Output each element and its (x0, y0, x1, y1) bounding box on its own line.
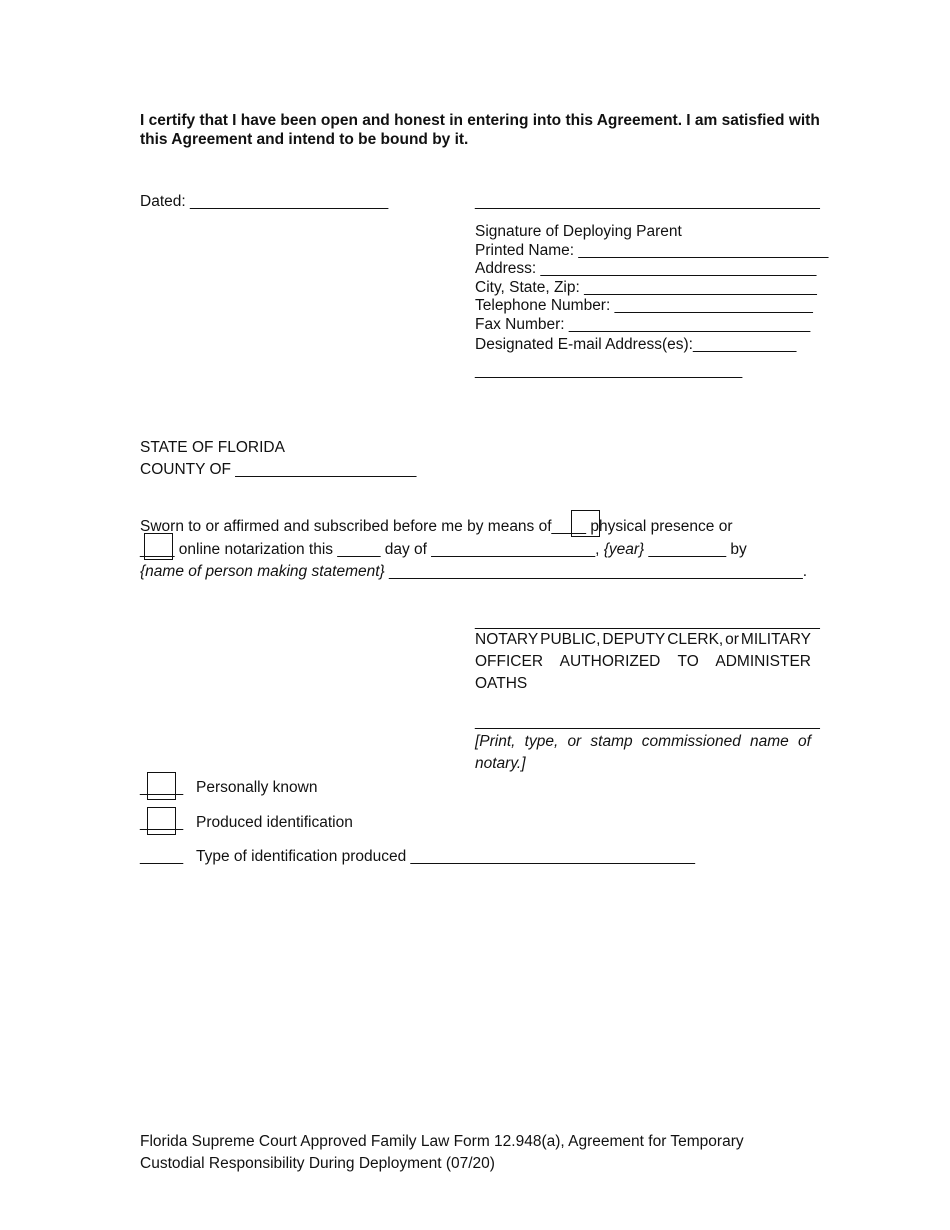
deploying-parent-signature-line[interactable]: ________________________________________ (475, 193, 820, 210)
physical-presence-blank: ____ (551, 518, 587, 535)
notary-note-word: name (750, 733, 789, 750)
produced-identification-blank: _____ (140, 814, 184, 831)
telephone-field[interactable]: Telephone Number: _______________________ (475, 297, 813, 314)
notary-name-note (475, 731, 811, 775)
person-name-blank[interactable]: ________________________________________________. (384, 563, 808, 580)
notary-note-word: type, (524, 733, 559, 750)
personally-known-label: Personally known (196, 779, 318, 796)
notary-note-word: stamp (590, 733, 633, 750)
online-notarization-checkbox[interactable] (144, 533, 173, 560)
notary-title-word: or (725, 631, 739, 648)
identification-type-blank[interactable]: _____ (140, 848, 184, 865)
signature-title: Signature of Deploying Parent (475, 223, 682, 240)
state-heading: STATE OF FLORIDA (140, 439, 285, 456)
notary-title-word: MILITARY (740, 631, 811, 648)
printed-name-field[interactable]: Printed Name: _____________________________ (475, 242, 829, 259)
online-notarization-blank: ____ (140, 541, 175, 558)
online-notarization-text: online notarization this _____ day of ___________________, (178, 541, 604, 558)
identification-type-field[interactable]: Type of identification produced _________________________________ (196, 848, 696, 865)
notary-signature-line[interactable]: ________________________________________ (475, 613, 820, 630)
notary-title-line-2: OFFICER AUTHORIZED TO ADMINISTER OATHS (475, 653, 811, 692)
address-field[interactable]: Address: ________________________________ (475, 260, 817, 277)
fax-field[interactable]: Fax Number: ____________________________ (475, 316, 811, 333)
notary-note-word: commissioned (641, 733, 741, 750)
county-field[interactable]: COUNTY OF _____________________ (140, 461, 417, 478)
year-label: {year} (603, 541, 645, 558)
year-blank: _________ by (644, 541, 747, 558)
email-field[interactable]: Designated E-mail Address(es):____________ (475, 336, 797, 353)
physical-presence-checkbox[interactable] (571, 510, 600, 537)
notary-title-line-1 (475, 629, 811, 651)
footer-line-2: Custodial Responsibility During Deployment (07/20) (140, 1155, 495, 1172)
notary-title (475, 629, 811, 695)
notary-note-word: of (797, 733, 811, 750)
certification-line-1: I certify that I have been open and honest in entering into this Agreement. I am satisfied with (140, 112, 820, 129)
footer-line-1: Florida Supreme Court Approved Family Law Form 12.948(a), Agreement for Temporary (140, 1133, 744, 1150)
notary-name-note-line-1 (475, 731, 811, 753)
sworn-line-3 (140, 563, 807, 581)
produced-identification-label: Produced identification (196, 814, 353, 831)
notary-title-word: CLERK, (667, 631, 724, 648)
notary-name-note-line-2: notary.] (475, 755, 526, 772)
person-name-label: {name of person making statement} (140, 563, 385, 580)
city-state-zip-field[interactable]: City, State, Zip: ___________________________ (475, 279, 817, 296)
notary-note-word: or (567, 733, 582, 750)
notary-name-line[interactable]: ________________________________________ (475, 713, 820, 730)
notary-title-word: DEPUTY (602, 631, 666, 648)
produced-identification-checkbox[interactable] (147, 807, 176, 835)
personally-known-blank: _____ (140, 779, 184, 796)
sworn-line-2 (140, 541, 747, 559)
dated-field[interactable]: Dated: _______________________ (140, 193, 389, 210)
notary-note-word: [Print, (475, 733, 516, 750)
physical-presence-label: physical presence or (590, 518, 733, 535)
personally-known-checkbox[interactable] (147, 772, 176, 800)
sworn-line-1 (140, 518, 733, 536)
email-extra-line[interactable]: _______________________________ (475, 362, 743, 379)
notary-title-word: NOTARY (475, 631, 539, 648)
notary-title-word: PUBLIC, (540, 631, 601, 648)
certification-line-2: this Agreement and intend to be bound by it. (140, 131, 469, 148)
sworn-text-1: Sworn to or affirmed and subscribed before me by means of (140, 518, 552, 535)
